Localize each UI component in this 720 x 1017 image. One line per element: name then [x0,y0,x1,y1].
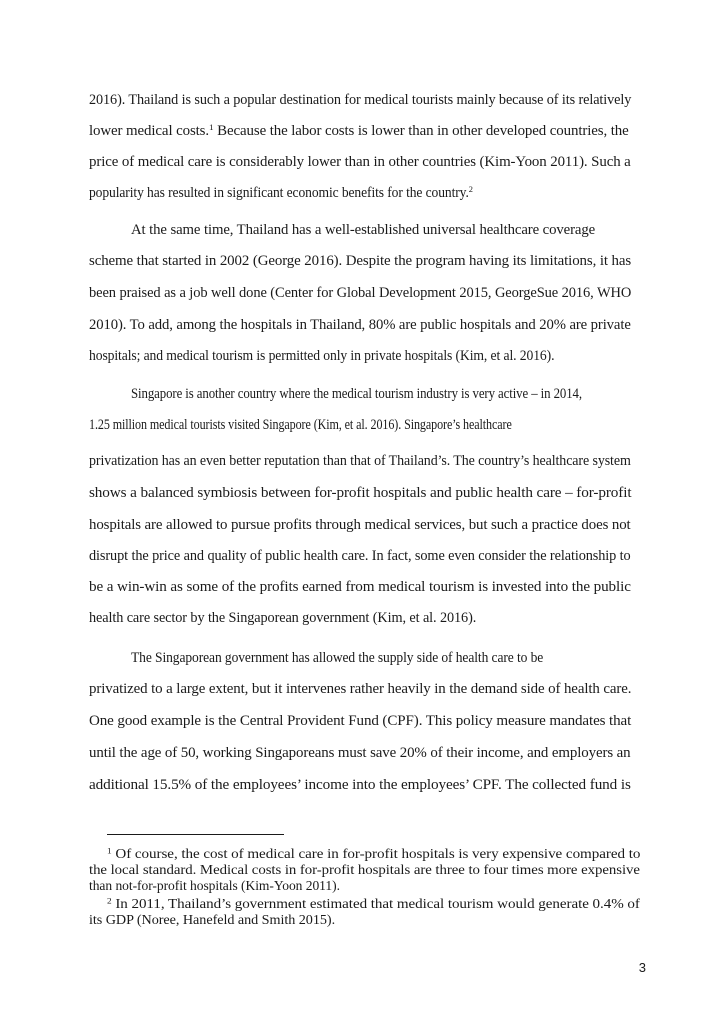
body-line [89,609,476,627]
line-text: until the age of 50, working Singaporeans must save 20% of their income, and employers an [89,745,631,761]
line-text: disrupt the price and quality of public health care. In fact, some even consider the relationship to [89,548,631,564]
line-text: popularity has resulted in significant economic benefits for the country. [89,185,469,201]
body-line [89,252,631,270]
footnote-reference: 2 [468,184,473,195]
line-text: 1.25 million medical tourists visited Singapore (Kim, et al. 2016). Singapore’s healthcare [89,417,512,433]
line-text: hospitals are allowed to pursue profits through medical services, but such a practice does not [89,517,631,533]
line-text: privatization has an even better reputation than that of Thailand’s. The country’s healthcare system [89,453,631,469]
line-text: privatized to a large extent, but it intervenes rather heavily in the demand side of health care. [89,681,632,697]
body-line [89,776,631,794]
line-text: health care sector by the Singaporean government (Kim, et al. 2016). [89,610,477,626]
footnote-marker: 1 [107,845,112,856]
line-text: At the same time, Thailand has a well-established universal healthcare coverage [131,222,596,238]
line-text: The Singaporean government has allowed the supply side of health care to be [131,650,544,666]
line-text: been praised as a job well done (Center for Global Development 2015, GeorgeSue 2016, WHO [89,285,632,301]
line-text: the local standard. Medical costs in for-profit hospitals are three to four times more expensive [89,862,640,877]
line-text: additional 15.5% of the employees’ income into the employees’ CPF. The collected fund is [89,777,631,793]
body-line [89,516,631,534]
footnote-line [89,862,640,878]
footnote-line [107,896,640,912]
body-line [89,484,631,502]
footnote-reference: 1 [209,122,214,133]
line-text: In 2011, Thailand’s government estimated that medical tourism would generate 0.4% of [111,896,640,911]
footnote-line [89,878,340,894]
body-line [89,712,631,730]
body-line [89,744,631,762]
body-line [89,347,554,365]
line-text: than not-for-profit hospitals (Kim-Yoon 2011). [89,878,340,893]
body-line [131,221,595,239]
line-text: hospitals; and medical tourism is permitted only in private hospitals (Kim, et al. 2016). [89,348,555,364]
line-text: One good example is the Central Provident Fund (CPF). This policy measure mandates that [89,713,632,729]
body-line [89,578,631,596]
body-line [89,122,629,140]
page-number: 3 [638,960,646,975]
line-text: be a win-win as some of the profits earned from medical tourism is invested into the public [89,579,631,595]
line-text: lower medical costs. [89,123,210,139]
line-text: 2010). To add, among the hospitals in Thailand, 80% are public hospitals and 20% are private [89,317,631,333]
body-line [89,452,631,470]
footnote-line [107,846,640,862]
line-text: Of course, the cost of medical care in for-profit hospitals is very expensive compared to [111,846,641,861]
footnote-marker: 2 [107,895,112,906]
body-line [131,649,543,667]
body-line [89,91,631,109]
body-line [131,385,582,403]
body-line [89,184,473,202]
body-line [89,416,512,434]
line-text: scheme that started in 2002 (George 2016). Despite the program having its limitations, it has [89,253,632,269]
body-line [89,316,631,334]
line-text: Singapore is another country where the medical tourism industry is very active – in 2014, [131,386,582,402]
line-text: its GDP (Noree, Hanefeld and Smith 2015). [89,912,336,927]
body-line [89,547,631,565]
line-text: price of medical care is considerably lower than in other countries (Kim-Yoon 2011). Such a [89,154,631,170]
body-line [89,284,631,302]
line-text: shows a balanced symbiosis between for-profit hospitals and public health care – for-profit [89,485,632,501]
body-line [89,153,631,171]
body-line [89,680,631,698]
line-text-continued: Because the labor costs is lower than in other developed countries, the [213,123,629,139]
footnote-separator [107,834,284,835]
footnote-line [89,912,335,928]
line-text: 2016). Thailand is such a popular destination for medical tourists mainly because of its relatively [89,92,632,108]
